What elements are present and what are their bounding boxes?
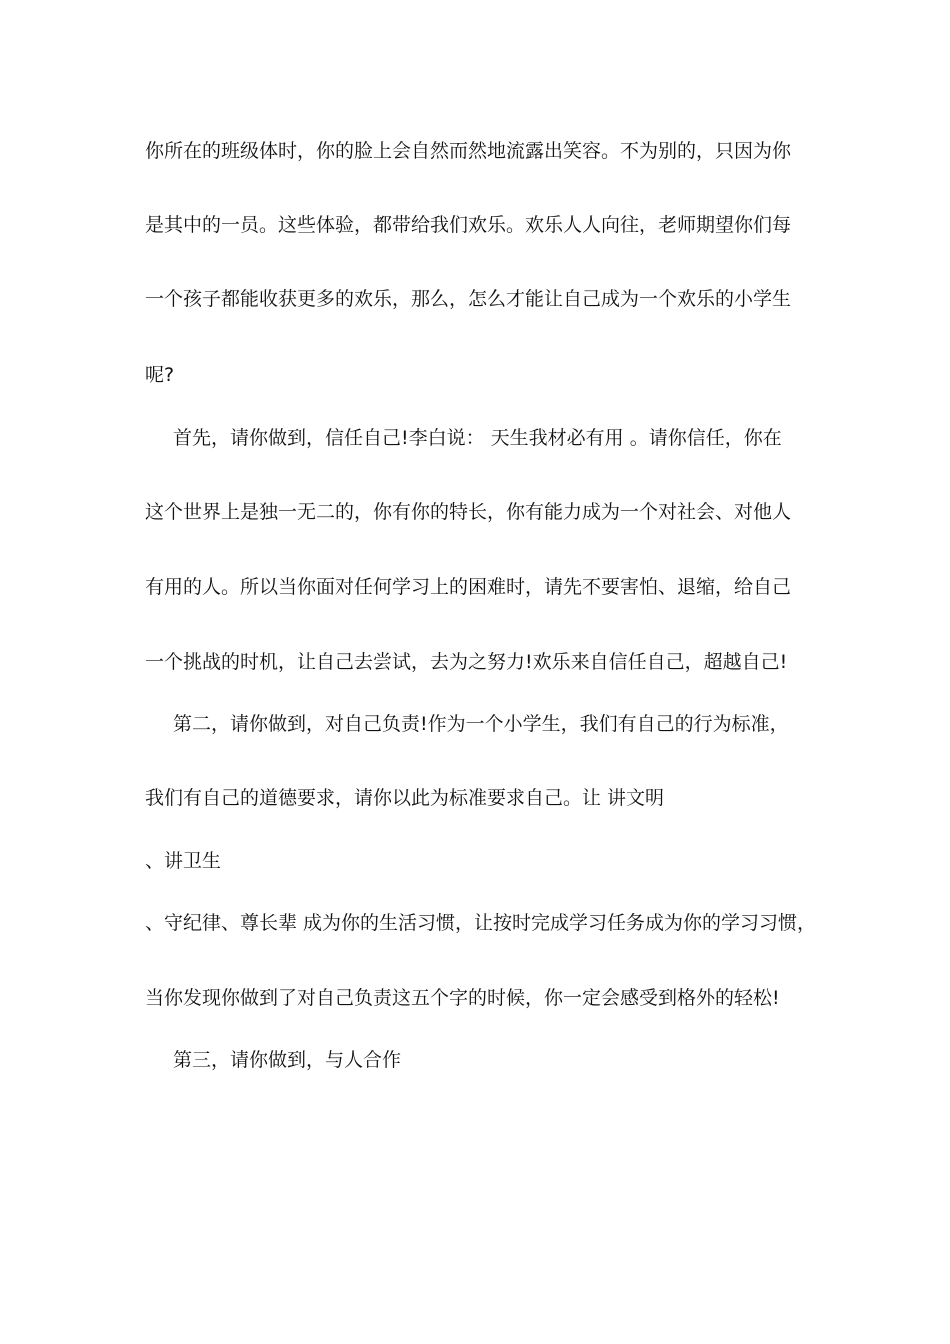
text-line: 我们有自己的道德要求，请你以此为标准要求自己。让 讲文明 xyxy=(145,787,665,809)
text-line: 当你发现你做到了对自己负责这五个字的时候，你一定会感受到格外的轻松! xyxy=(145,987,780,1009)
text-line: 有用的人。所以当你面对任何学习上的困难时，请先不要害怕、退缩，给自己 xyxy=(145,576,792,598)
text-line: 这个世界上是独一无二的，你有你的特长，你有能力成为一个对社会、对他人 xyxy=(145,501,792,523)
text-line: 是其中的一员。这些体验，都带给我们欢乐。欢乐人人向往，老师期望你们每 xyxy=(145,214,792,236)
text-line: 一个孩子都能收获更多的欢乐，那么，怎么才能让自己成为一个欢乐的小学生 xyxy=(145,288,792,310)
text-line: 、守纪律、尊长辈 成为你的生活习惯，让按时完成学习任务成为你的学习习惯， xyxy=(145,912,817,934)
paragraph-first-line: 第二，请你做到，对自己负责!作为一个小学生，我们有自己的行为标准， xyxy=(173,713,789,735)
text-line: 、讲卫生 xyxy=(145,850,222,872)
paragraph-first-line: 首先，请你做到，信任自己!李白说： 天生我材必有用 。请你信任，你在 xyxy=(173,427,782,449)
text-line: 一个挑战的时机，让自己去尝试，去为之努力!欢乐来自信任自己，超越自己! xyxy=(145,651,788,673)
text-line: 你所在的班级体时，你的脸上会自然而然地流露出笑容。不为别的，只因为你 xyxy=(145,140,792,162)
text-line: 呢? xyxy=(145,364,175,386)
paragraph-first-line: 第三，请你做到，与人合作 xyxy=(173,1049,402,1071)
